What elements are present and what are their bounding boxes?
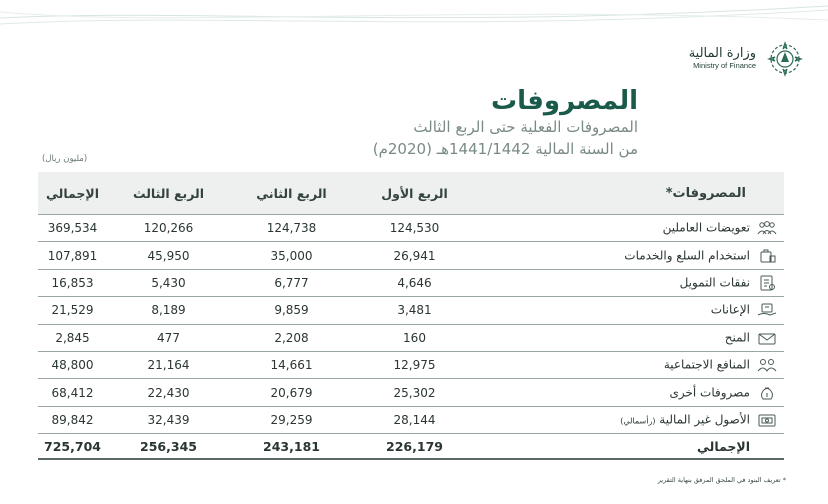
subtitle-line-2: من السنة المالية 1441/1442هـ (2020م): [372, 140, 638, 158]
row-category: [476, 269, 784, 296]
row-category: [476, 351, 784, 378]
cell-q1: 26,941: [353, 242, 476, 269]
total-all: 725,704: [38, 434, 107, 460]
social-benefits-icon: [756, 357, 778, 373]
unit-label: (مليون ريال): [42, 154, 88, 164]
row-category: [476, 242, 784, 269]
total-row: [38, 434, 784, 460]
cell-total: 48,800: [38, 351, 107, 378]
cell-q2: 2,208: [230, 324, 353, 351]
row-category: [476, 379, 784, 406]
row-label: المنافع الاجتماعية: [663, 357, 750, 372]
table-header-row: [38, 172, 784, 215]
cell-q3: 21,164: [107, 351, 230, 378]
cell-total: 68,412: [38, 379, 107, 406]
header-total: الإجمالي: [45, 185, 99, 201]
grants-icon: [756, 330, 778, 346]
cell-q3: 45,950: [107, 242, 230, 269]
table-row: [38, 242, 784, 269]
cell-q3: 8,189: [107, 297, 230, 324]
financing-icon: [756, 275, 778, 291]
table-row: [38, 324, 784, 351]
cell-q2: 20,679: [230, 379, 353, 406]
row-category: [476, 324, 784, 351]
cell-q2: 9,859: [230, 297, 353, 324]
table-row: [38, 215, 784, 242]
logo-arabic-text: وزارة المالية: [688, 46, 756, 62]
cell-q1: 3,481: [353, 297, 476, 324]
row-label-note: (رأسمالي): [620, 416, 656, 426]
cell-q3: 120,266: [107, 215, 230, 242]
cell-q1: 160: [353, 324, 476, 351]
subsidies-icon: [756, 302, 778, 318]
cell-q2: 6,777: [230, 269, 353, 296]
header-q1: الربع الأول: [381, 185, 448, 201]
row-category: [476, 297, 784, 324]
footnote: * تعريف البنود في الملحق المرفق بنهاية التقرير: [657, 476, 786, 484]
cell-q2: 29,259: [230, 406, 353, 433]
row-category: [476, 406, 784, 433]
cell-q2: 124,738: [230, 215, 353, 242]
other-expenses-icon: [756, 385, 778, 401]
table-row: [38, 297, 784, 324]
table-row: [38, 406, 784, 433]
row-label: الأصول غير المالية: [659, 412, 750, 427]
table-row: [38, 269, 784, 296]
cell-total: 89,842: [38, 406, 107, 433]
cell-total: 369,534: [38, 215, 107, 242]
cell-q2: 35,000: [230, 242, 353, 269]
ministry-logo: [689, 38, 806, 80]
total-label: الإجمالي: [476, 434, 784, 460]
header-category: المصروفات*: [665, 185, 746, 201]
ministry-emblem-icon: [764, 38, 806, 80]
cell-total: 21,529: [38, 297, 107, 324]
page-title: المصروفات: [491, 86, 638, 116]
non-financial-assets-icon: [756, 412, 778, 428]
cell-q1: 4,646: [353, 269, 476, 296]
table-row: [38, 351, 784, 378]
row-label: استخدام السلع والخدمات: [624, 248, 750, 263]
cell-total: 2,845: [38, 324, 107, 351]
employees-icon: [756, 220, 778, 236]
row-category: [476, 215, 784, 242]
expenditures-table: [38, 172, 784, 460]
cell-total: 107,891: [38, 242, 107, 269]
header-q3: الربع الثالث: [132, 185, 205, 201]
row-label: المنح: [724, 330, 750, 345]
cell-q3: 477: [107, 324, 230, 351]
table-row: [38, 379, 784, 406]
row-label: مصروفات أخرى: [669, 385, 750, 400]
header-q2: الربع الثاني: [256, 185, 327, 201]
logo-english-text: Ministry of Finance: [693, 61, 756, 71]
cell-total: 16,853: [38, 269, 107, 296]
total-q2: 243,181: [230, 434, 353, 460]
cell-q3: 22,430: [107, 379, 230, 406]
cell-q2: 14,661: [230, 351, 353, 378]
row-label: نفقات التمويل: [679, 275, 750, 290]
cell-q1: 12,975: [353, 351, 476, 378]
cell-q1: 25,302: [353, 379, 476, 406]
total-q1: 226,179: [353, 434, 476, 460]
goods-services-icon: [756, 248, 778, 264]
cell-q1: 124,530: [353, 215, 476, 242]
subtitle-line-1: المصروفات الفعلية حتى الربع الثالث: [413, 118, 638, 136]
row-label: تعويضات العاملين: [662, 220, 750, 235]
cell-q1: 28,144: [353, 406, 476, 433]
decorative-swirl: [0, 0, 828, 40]
cell-q3: 32,439: [107, 406, 230, 433]
row-label: الإعانات: [710, 302, 750, 317]
total-q3: 256,345: [107, 434, 230, 460]
cell-q3: 5,430: [107, 269, 230, 296]
